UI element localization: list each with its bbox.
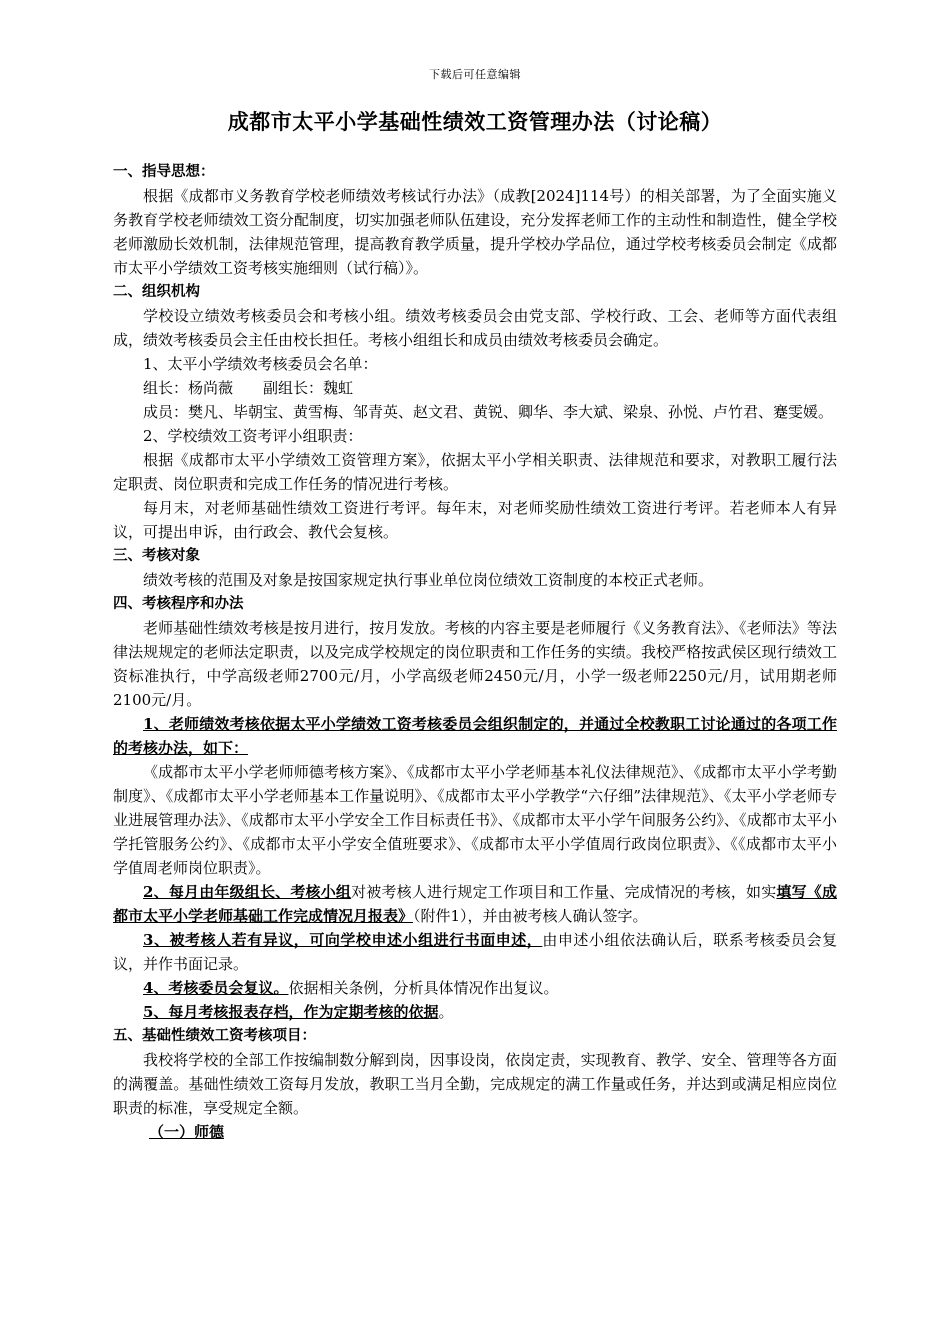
paragraph [113,880,837,928]
paragraph [113,1000,837,1024]
section-heading: 一、指导思想： [113,164,215,180]
paragraph-emphasis: 1、老师绩效考核依据太平小学绩效工资考核委员会组织制定的，并通过全校教职工讨论通过的各项工作的考核办法，如下： [113,715,837,757]
paragraph: 老师基础性绩效考核是按月进行，按月发放。考核的内容主要是老师履行《义务教育法》、《老师法》等法律法规规定的老师法定职责，以及完成学校规定的岗位职责和工作任务的实绩。我校严格按武侯区现行绩效工资标准执行，中学高级老师2700元/月，小学高级老师2450元/月，小学一级老师2250元/月，试用期老师2100元/月。 [113,619,837,709]
plain-text: （附件1），并由被考核人确认签字。 [413,907,648,925]
plain-text: 对被考核人进行规定工作项目和工作量、完成情况的考核，如实 [351,883,777,901]
section-heading: 二、组织机构 [113,284,200,300]
paragraph: 根据《成都市义务教育学校老师绩效考核试行办法》（成教[2024]114号）的相关部署，为了全面实施义务教育学校老师绩效工资分配制度，切实加强老师队伍建设，充分发挥老师工作的主动性和制造性，健全学校老师激励长效机制，法律规范管理，提高教育教学质量，提升学校办学品位，通过学校考核委员会制定《成都市太平小学绩效工资考核实施细则（试行稿）》。 [113,187,837,277]
paragraph: 绩效考核的范围及对象是按国家规定执行事业单位岗位绩效工资制度的本校正式老师。 [143,571,714,589]
emphasis-text: 填写《成都市太平小学老师基础工作完成情况月报表》 [113,883,837,925]
emphasis-text: 3、被考核人若有异议，可向学校申述小组进行书面申述， [143,931,543,949]
paragraph: 我校将学校的全部工作按编制数分解到岗，因事设岗，依岗定责，实现教育、教学、安全、管理等各方面的满覆盖。基础性绩效工资每月发放，教职工当月全勤，完成规定的满工作量或任务，并达到或满足相应岗位职责的标准，享受规定全额。 [113,1051,837,1117]
paragraph [113,928,837,976]
paragraph: 根据《成都市太平小学绩效工资管理方案》，依据太平小学相关职责、法律规范和要求，对教职工履行法定职责、岗位职责和完成工作任务的情况进行考核。 [113,451,837,493]
paragraph: 《成都市太平小学老师师德考核方案》、《成都市太平小学老师基本礼仪法律规范》、《成都市太平小学考勤制度》、《成都市太平小学老师基本工作量说明》、《成都市太平小学教学“六仔细”法律规范》、《太平小学老师专业进展管理办法》、《成都市太平小学安全工作目标责任书》、《成都市太平小学午间服务公约》、《成都市太平小学托管服务公约》、《成都市太平小学安全值班要求》、《成都市太平小学值周行政岗位职责》、《《成都市太平小学值周老师岗位职责》。 [113,763,837,877]
emphasis-text: 4、考核委员会复议。 [143,979,289,997]
paragraph: 2、学校绩效工资考评小组职责： [143,427,363,445]
document-body [113,160,837,1144]
plain-text: 。 [438,1003,454,1021]
section-heading: 四、考核程序和办法 [113,596,244,612]
paragraph: 组长：杨尚薇 副组长：魏虹 [143,379,354,397]
document-title: 成都市太平小学基础性绩效工资管理办法（讨论稿） [227,110,723,134]
paragraph: 1、太平小学绩效考核委员会名单： [143,355,378,373]
paragraph: 学校设立绩效考核委员会和考核小组。绩效考核委员会由党支部、学校行政、工会、老师等方面代表组成，绩效考核委员会主任由校长担任。考核小组组长和成员由绩效考核委员会确定。 [113,307,837,349]
paragraph: 成员：樊凡、毕朝宝、黄雪梅、邹青英、赵文君、黄锐、卿华、李大斌、梁泉、孙悦、卢竹君、蹇雯媛。 [143,403,834,421]
emphasis-text: 5、每月考核报表存档，作为定期考核的依据 [143,1003,439,1021]
emphasis-text: 2、每月由年级组长、考核小组 [143,883,352,901]
subsection-heading: （一）师德 [149,1123,225,1141]
section-heading: 五、基础性绩效工资考核项目： [113,1028,316,1044]
section-heading: 三、考核对象 [113,548,200,564]
paragraph: 每月末，对老师基础性绩效工资进行考评。每年末，对老师奖励性绩效工资进行考评。若老师本人有异议，可提出申诉，由行政会、教代会复核。 [113,499,837,541]
plain-text: 由申述小组依法确认后，联系考核委员会复议，并作书面记录。 [113,931,837,973]
plain-text: 依据相关条例，分析具体情况作出复议。 [288,979,559,997]
paragraph [113,976,837,1000]
header-note: 下载后可任意编辑 [429,68,521,81]
